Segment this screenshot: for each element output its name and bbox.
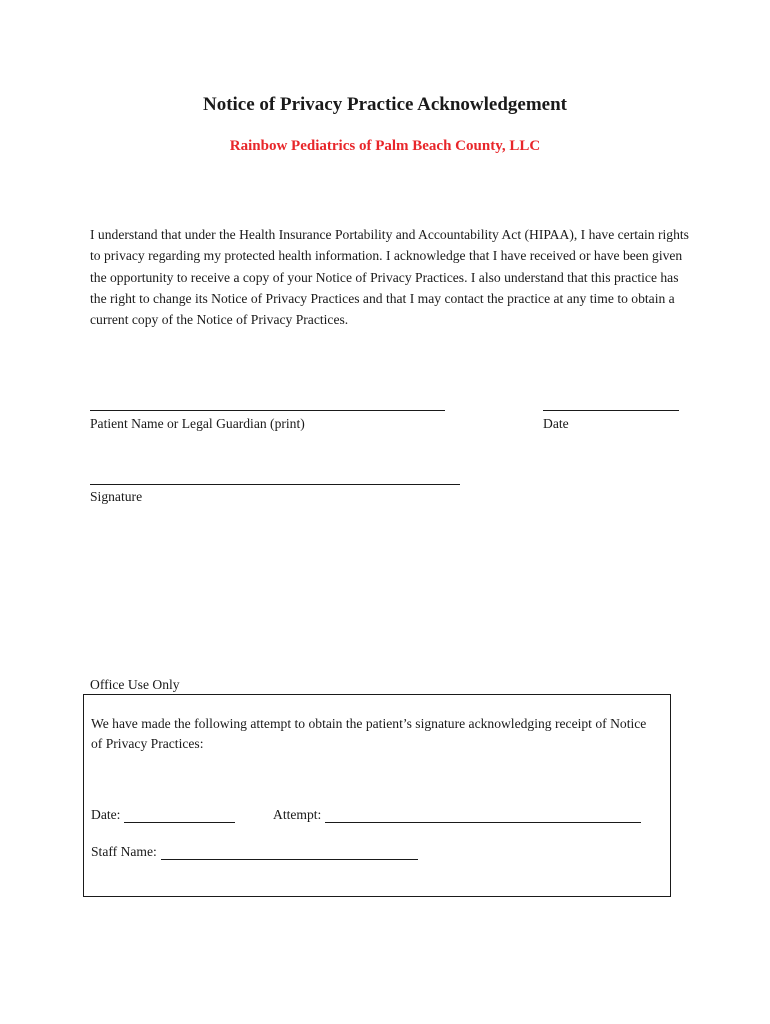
office-staff-line[interactable] — [161, 847, 418, 860]
date-line[interactable] — [543, 410, 679, 411]
office-staff-label: Staff Name: — [91, 844, 157, 859]
office-attempt-field — [273, 807, 641, 823]
practice-name: Rainbow Pediatrics of Palm Beach County, LLC — [229, 138, 541, 154]
office-date-label: Date: — [91, 807, 121, 822]
office-date-field — [91, 807, 235, 823]
signature-line[interactable] — [90, 484, 460, 485]
patient-name-label: Patient Name or Legal Guardian (print) — [90, 416, 305, 431]
office-attempt-label: Attempt: — [273, 807, 322, 822]
signature-label: Signature — [90, 489, 143, 504]
office-attempt-line[interactable] — [325, 810, 641, 823]
document-title: Notice of Privacy Practice Acknowledgement — [202, 94, 568, 115]
date-label: Date — [543, 416, 569, 431]
acknowledgement-paragraph: I understand that under the Health Insurance Portability and Accountability Act (HIPAA), I have certain rights to privacy regarding my protected health information. I acknowledge that I have received or have been given the opportunity to receive a copy of your Notice of Privacy Practices. I also understand that this practice has the right to change its Notice of Privacy Practices and that I may contact the practice at any time to obtain a current copy of the Notice of Privacy Practices. — [90, 227, 689, 328]
office-date-line[interactable] — [124, 810, 235, 823]
office-use-label: Office Use Only — [90, 677, 180, 692]
patient-name-line[interactable] — [90, 410, 445, 411]
office-use-statement: We have made the following attempt to obtain the patient’s signature acknowledging receipt of Notice of Privacy Practices: — [91, 716, 647, 751]
office-use-box — [83, 694, 671, 897]
office-staff-field — [91, 844, 418, 860]
